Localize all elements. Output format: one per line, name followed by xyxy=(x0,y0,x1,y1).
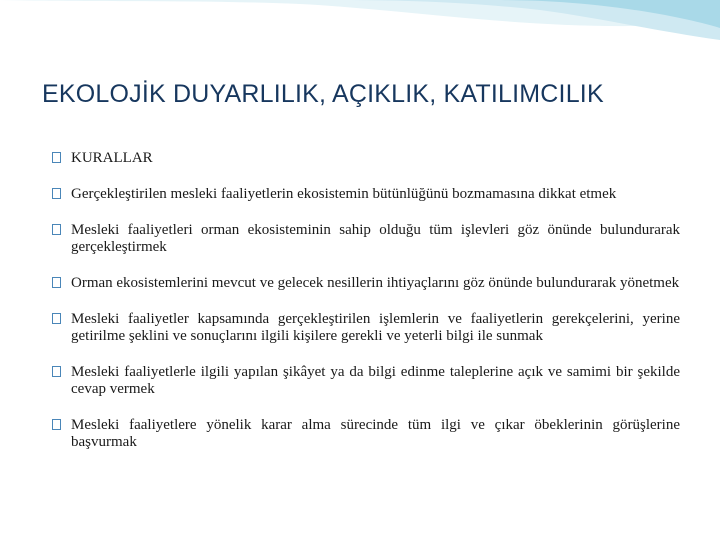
square-bullet-icon xyxy=(52,366,61,377)
square-bullet-icon xyxy=(52,277,61,288)
square-bullet-icon xyxy=(52,419,61,430)
bullet-item-bilgi xyxy=(52,311,680,345)
bullet-text: Mesleki faaliyetler kapsamında gerçekleştirilen işlemlerin ve faaliyetlerin gerekçelerini, yerine getirilme şeklini ve sonuçlarını ilgili kişilere gerekli ve yeterli bilgi ile sunmak xyxy=(71,311,680,344)
bullet-item-ekosistem xyxy=(52,186,680,203)
bullet-item-katilim xyxy=(52,417,680,451)
square-bullet-icon xyxy=(52,152,61,163)
bullet-text: Orman ekosistemlerini mevcut ve gelecek nesillerin ihtiyaçlarını göz önünde bulundurarak yönetmek xyxy=(71,275,680,291)
square-bullet-icon xyxy=(52,188,61,199)
bullet-list xyxy=(52,150,680,470)
bullet-item-nesiller xyxy=(52,275,680,292)
bullet-text: KURALLAR xyxy=(71,150,153,166)
bullet-item-kurallar xyxy=(52,150,680,167)
square-bullet-icon xyxy=(52,224,61,235)
bullet-text: Mesleki faaliyetlere yönelik karar alma sürecinde tüm ilgi ve çıkar öbeklerinin görüşlerine başvurmak xyxy=(71,417,680,450)
bullet-item-islevler xyxy=(52,222,680,256)
slide-title: EKOLOJİK DUYARLILIK, AÇIKLIK, KATILIMCILIK xyxy=(42,80,604,108)
decorative-wave-banner xyxy=(0,0,720,60)
bullet-item-sikayet xyxy=(52,364,680,398)
bullet-text: Mesleki faaliyetlerle ilgili yapılan şikâyet ya da bilgi edinme taleplerine açık ve samimi bir şekilde cevap vermek xyxy=(71,364,680,397)
bullet-text: Mesleki faaliyetleri orman ekosisteminin sahip olduğu tüm işlevleri göz önünde bulundurarak gerçekleştirmek xyxy=(71,222,680,255)
bullet-text: Gerçekleştirilen mesleki faaliyetlerin ekosistemin bütünlüğünü bozmamasına dikkat etmek xyxy=(71,186,617,202)
square-bullet-icon xyxy=(52,313,61,324)
